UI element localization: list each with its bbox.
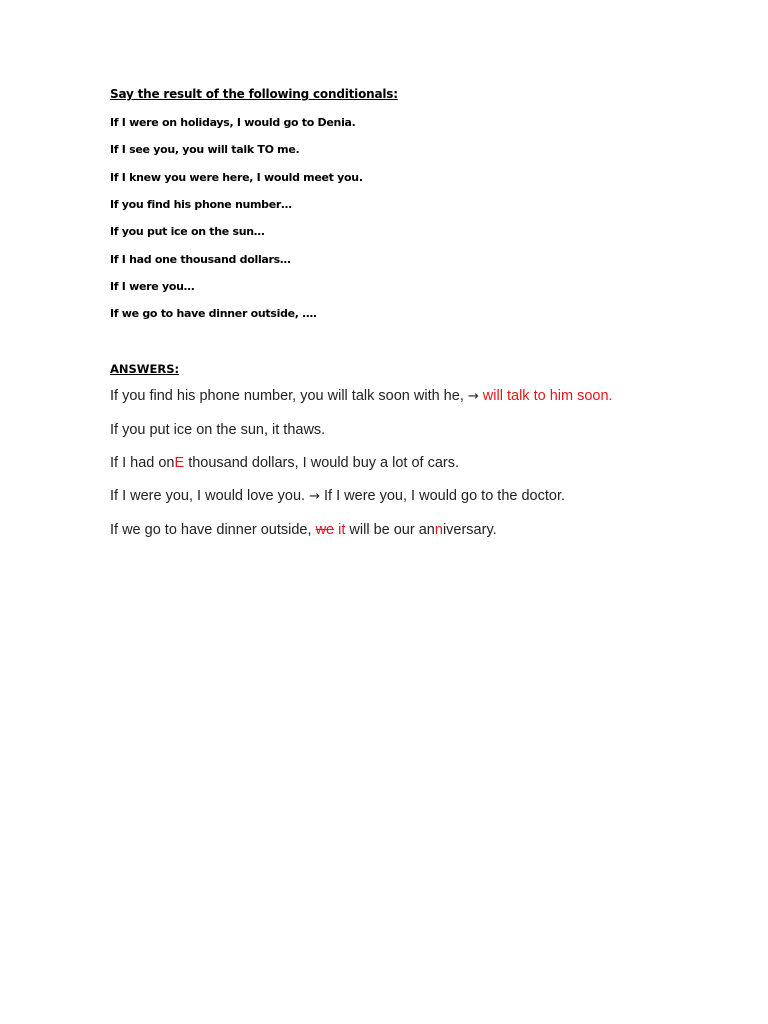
question-7: If I were you… xyxy=(110,280,195,293)
answer-5-inserted-word: it xyxy=(334,522,346,538)
answers-heading: ANSWERS: xyxy=(110,362,180,376)
answer-5-before: If we go to have dinner outside, xyxy=(110,522,316,538)
answer-3 xyxy=(110,455,459,471)
question-2: If I see you, you will talk TO me. xyxy=(110,143,300,156)
answer-5-struck-word: we xyxy=(315,522,335,538)
right-arrow-icon: → xyxy=(467,389,479,404)
question-8: If we go to have dinner outside, …. xyxy=(110,307,317,320)
answer-2: If you put ice on the sun, it thaws. xyxy=(110,422,326,438)
answer-1 xyxy=(110,388,613,404)
answer-4-before: If I were you, I would love you. xyxy=(110,488,310,504)
right-arrow-icon: → xyxy=(309,489,320,504)
question-6: If I had one thousand dollars… xyxy=(110,253,291,266)
answer-4 xyxy=(110,488,565,504)
answer-1-text: If you find his phone number, you will talk soon with he, xyxy=(110,388,468,404)
answer-4-after: If I were you, I would go to the doctor. xyxy=(319,488,566,504)
answer-3-correction: E xyxy=(174,455,185,471)
question-3: If I knew you were here, I would meet you. xyxy=(110,171,363,184)
question-5: If you put ice on the sun… xyxy=(110,225,265,238)
answer-5 xyxy=(110,522,497,538)
exercise-heading: Say the result of the following conditionals: xyxy=(110,87,398,101)
answer-3-after: thousand dollars, I would buy a lot of cars. xyxy=(184,455,460,471)
answer-5-correction: n xyxy=(434,522,443,538)
answer-5-middle: will be our an xyxy=(345,522,435,538)
answer-3-before: If I had on xyxy=(110,455,175,471)
answer-1-correction: will talk to him soon. xyxy=(478,388,613,404)
answer-5-after: iversary. xyxy=(442,522,497,538)
question-1: If I were on holidays, I would go to Denia. xyxy=(110,116,356,129)
question-4: If you find his phone number… xyxy=(110,198,292,211)
